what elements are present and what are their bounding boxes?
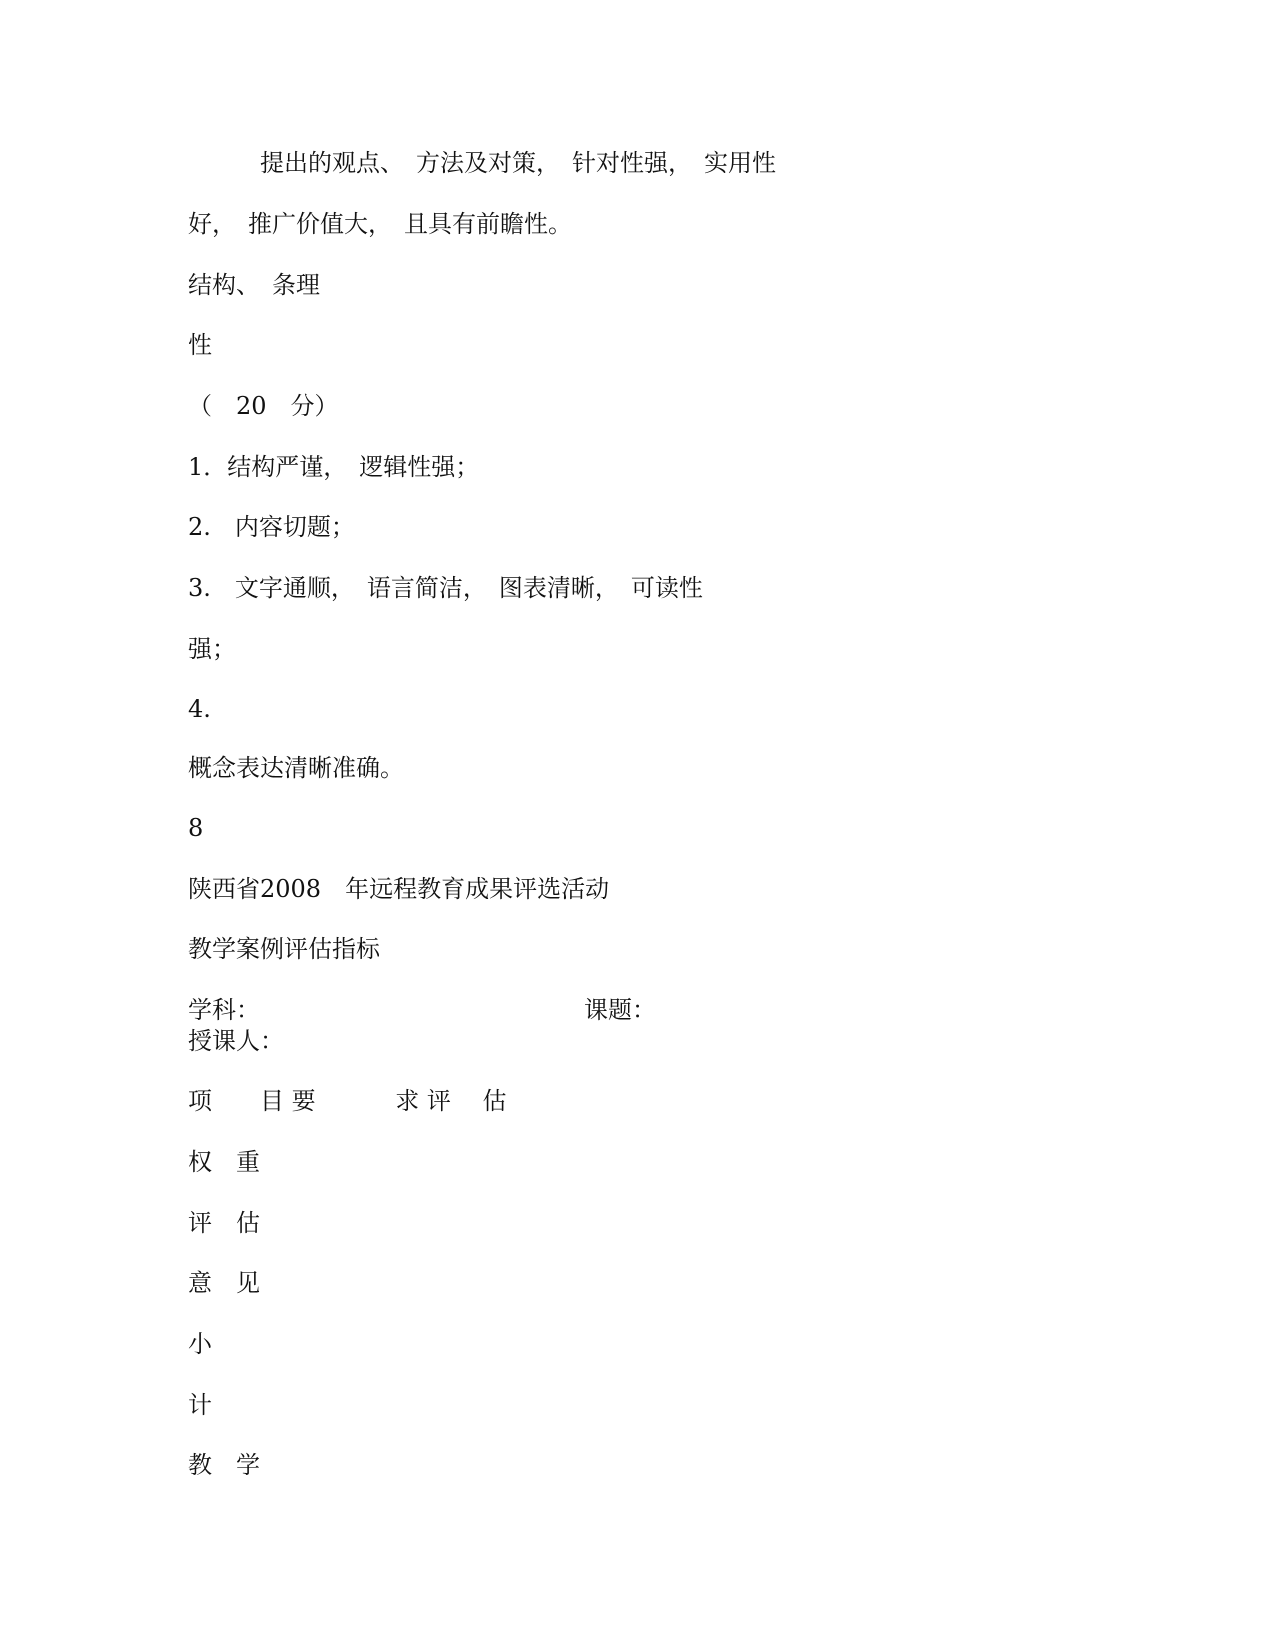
text-line-19: 评 估 — [188, 1209, 260, 1237]
text-line-2: 好， 推广价值大， 且具有前瞻性。 — [188, 210, 572, 238]
text-line-7: 2. 内容切题； — [188, 513, 355, 541]
text-line-5: （ 20 分） — [188, 392, 339, 420]
text-line-14: 教学案例评估指标 — [188, 935, 380, 963]
text-line-1: 提出的观点、 方法及对策， 针对性强， 实用性 — [188, 149, 776, 177]
text-line-17: 项 目 要 求 评 估 — [188, 1087, 507, 1115]
text-line-10: 4. — [188, 695, 211, 723]
text-line-23: 教 学 — [188, 1451, 260, 1479]
text-line-6: 1．结构严谨， 逻辑性强； — [188, 453, 480, 481]
text-line-21: 小 — [188, 1330, 212, 1358]
text-line-22: 计 — [188, 1391, 212, 1419]
text-line-15: 学科： 课题： — [188, 996, 656, 1024]
text-line-13: 陕西省2008 年远程教育成果评选活动 — [188, 875, 610, 903]
text-line-8: 3. 文字通顺， 语言简洁， 图表清晰， 可读性 — [188, 574, 703, 602]
text-line-4: 性 — [188, 331, 212, 359]
text-line-9: 强； — [188, 635, 236, 663]
text-line-18: 权 重 — [188, 1148, 260, 1176]
text-line-11: 概念表达清晰准确。 — [188, 754, 404, 782]
text-line-20: 意 见 — [188, 1269, 260, 1297]
text-line-12: 8 — [188, 814, 204, 842]
text-line-16: 授课人： — [188, 1027, 284, 1055]
text-line-3: 结构、 条理 — [188, 271, 320, 299]
